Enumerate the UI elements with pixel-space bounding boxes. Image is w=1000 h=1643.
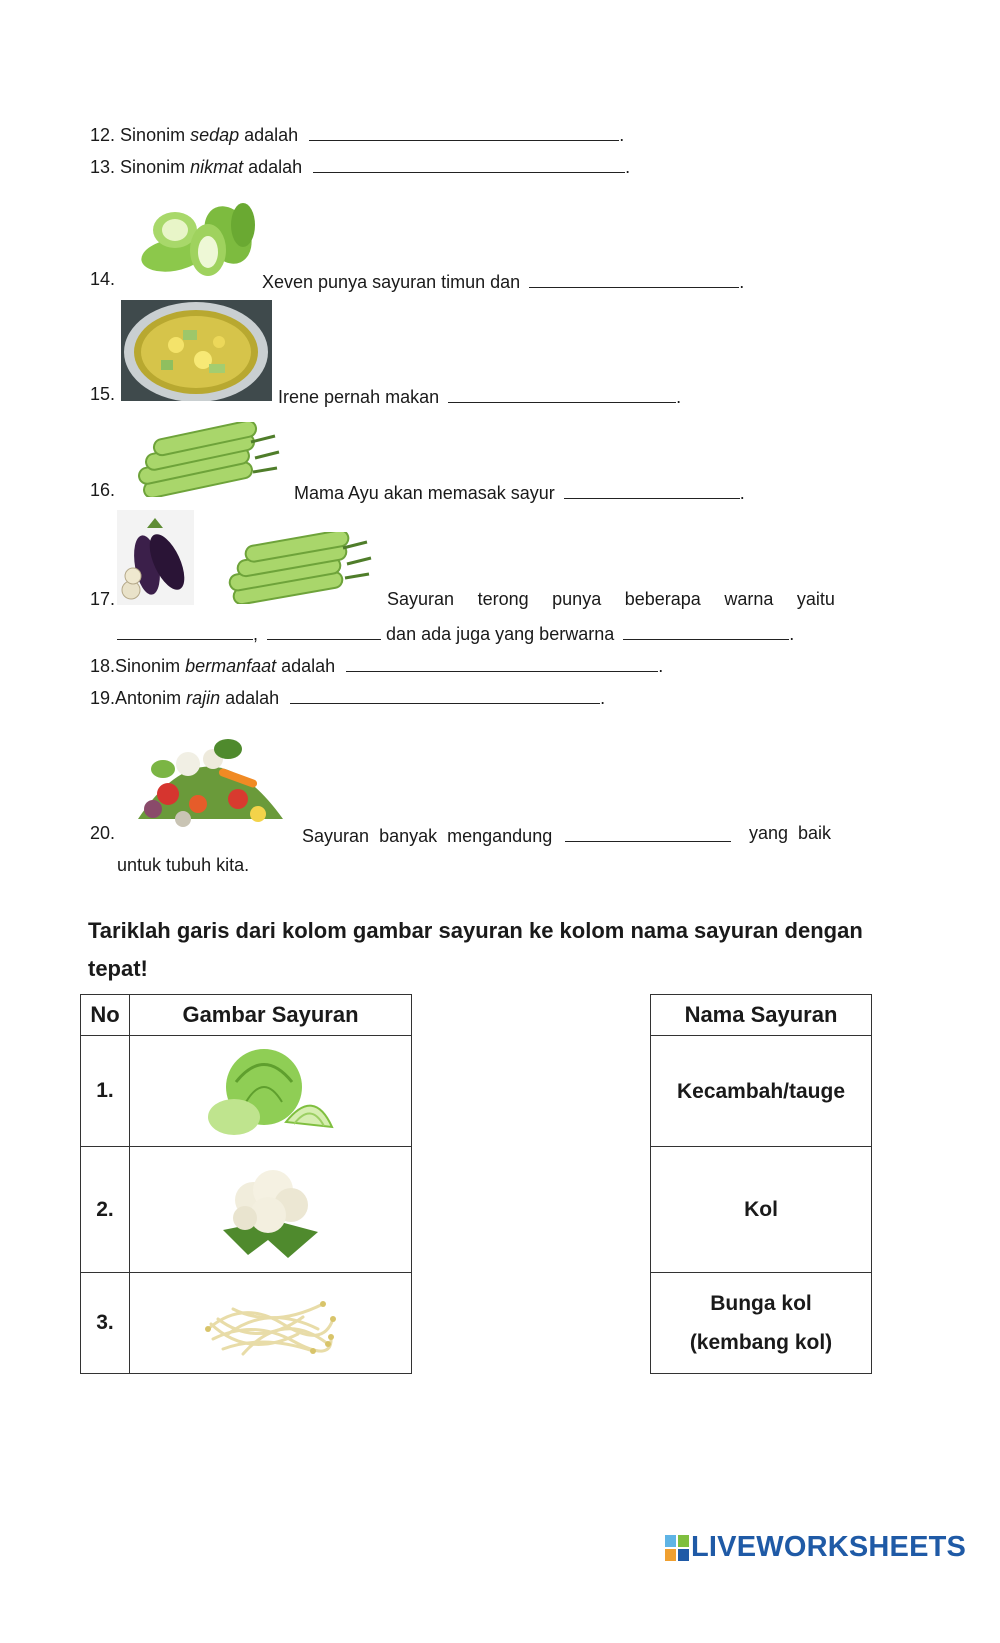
period: . xyxy=(676,387,682,407)
table-row xyxy=(651,1273,872,1374)
question-18 xyxy=(90,653,663,677)
question-20-text-line xyxy=(302,823,731,847)
vegetable-name: Kecambah/tauge xyxy=(676,1079,846,1103)
row-number: 1. xyxy=(81,1036,130,1147)
table-row xyxy=(81,1147,412,1273)
row-number: 3. xyxy=(81,1273,130,1374)
table-row xyxy=(651,1036,872,1147)
word: banyak xyxy=(379,826,438,846)
vegetable-name-line-2: (kembang kol) xyxy=(689,1331,833,1354)
question-text-pre: Antonim xyxy=(115,688,187,708)
question-14 xyxy=(90,269,115,290)
answer-blank[interactable] xyxy=(267,621,381,640)
word: yaitu xyxy=(796,589,835,609)
period: . xyxy=(625,157,631,177)
question-number: 17. xyxy=(90,589,116,609)
period: . xyxy=(600,688,606,708)
name-cell[interactable] xyxy=(651,1147,872,1273)
question-20 xyxy=(90,823,115,844)
word: Sayuran xyxy=(387,589,455,609)
picture-table xyxy=(80,994,412,1374)
word: beberapa xyxy=(624,589,701,609)
question-text: Irene pernah makan xyxy=(278,387,440,407)
liveworksheets-logo[interactable] xyxy=(665,1531,966,1564)
green-eggplant-image-2 xyxy=(225,532,373,604)
question-15-text-line xyxy=(278,384,681,408)
question-text-pre: Sinonim xyxy=(120,157,191,177)
answer-blank[interactable] xyxy=(117,621,253,640)
question-text-post: adalah xyxy=(243,157,303,177)
question-text-post: adalah xyxy=(239,125,299,145)
instruction-line-1: Tariklah garis dari kolom gambar sayuran ke kolom nama sayuran dengan xyxy=(88,918,863,943)
word: terong xyxy=(477,589,529,609)
answer-blank[interactable] xyxy=(529,269,739,288)
answer-blank[interactable] xyxy=(290,685,600,704)
bean-sprouts-image xyxy=(203,1279,338,1367)
question-17-text-line xyxy=(387,589,835,610)
column-header-no: No xyxy=(81,995,130,1036)
question-text-post: adalah xyxy=(276,656,336,676)
question-16 xyxy=(90,480,115,501)
question-number: 12. xyxy=(90,125,116,145)
vegetable-name: Kol xyxy=(744,1198,778,1221)
question-20-line-2 xyxy=(117,855,249,876)
question-20-text-after xyxy=(749,823,831,844)
answer-blank[interactable] xyxy=(313,154,625,173)
question-keyword: sedap xyxy=(190,125,240,145)
table-row xyxy=(81,1036,412,1147)
picture-cell[interactable] xyxy=(130,1273,412,1374)
question-number: 18. xyxy=(90,656,116,676)
vegetable-soup-image xyxy=(121,300,272,401)
question-15 xyxy=(90,384,115,405)
word: punya xyxy=(552,589,602,609)
question-16-text-line xyxy=(294,480,745,504)
row-number: 2. xyxy=(81,1147,130,1273)
question-text: untuk tubuh kita. xyxy=(117,855,250,875)
question-number: 15. xyxy=(90,384,116,404)
instruction-line-2: tepat! xyxy=(88,956,148,981)
question-keyword: bermanfaat xyxy=(185,656,277,676)
picture-cell[interactable] xyxy=(130,1036,412,1147)
comma: , xyxy=(253,624,259,644)
word: mengandung xyxy=(447,826,553,846)
period: . xyxy=(658,656,664,676)
word: warna xyxy=(724,589,774,609)
answer-blank[interactable] xyxy=(309,122,619,141)
question-text-pre: Sinonim xyxy=(120,125,191,145)
question-keyword: nikmat xyxy=(190,157,244,177)
question-number: 20. xyxy=(90,823,116,843)
question-number: 14. xyxy=(90,269,116,289)
question-text: dan ada juga yang berwarna xyxy=(386,624,615,644)
answer-blank[interactable] xyxy=(564,480,740,499)
answer-blank[interactable] xyxy=(623,621,789,640)
word: Sayuran xyxy=(302,826,370,846)
question-keyword: rajin xyxy=(186,688,221,708)
question-text-post: adalah xyxy=(220,688,280,708)
purple-eggplant-image xyxy=(117,510,194,605)
table-row xyxy=(81,1273,412,1374)
column-header-names: Nama Sayuran xyxy=(651,995,872,1036)
question-text: Xeven punya sayuran timun dan xyxy=(262,272,521,292)
question-17-line-2 xyxy=(117,621,794,645)
period: . xyxy=(789,624,795,644)
liveworksheets-logo-icon xyxy=(665,1535,689,1561)
names-table xyxy=(650,994,872,1374)
question-19 xyxy=(90,685,605,709)
vegetables-pile-image xyxy=(128,724,291,834)
chayote-image xyxy=(133,200,258,280)
vegetable-name: Bunga kol xyxy=(710,1292,812,1315)
question-number: 13. xyxy=(90,157,116,177)
period: . xyxy=(739,483,745,503)
question-13 xyxy=(90,154,630,178)
answer-blank[interactable] xyxy=(448,384,676,403)
name-cell[interactable] xyxy=(651,1273,872,1374)
logo-text: LIVEWORKSHEETS xyxy=(691,1531,967,1563)
period: . xyxy=(739,272,745,292)
question-17 xyxy=(90,589,115,610)
question-number: 16. xyxy=(90,480,116,500)
question-14-text-line xyxy=(262,269,744,293)
picture-cell[interactable] xyxy=(130,1147,412,1273)
cabbage-image xyxy=(206,1042,336,1140)
table-row xyxy=(651,1147,872,1273)
question-text-pre: Sinonim xyxy=(115,656,186,676)
answer-blank[interactable] xyxy=(565,823,731,842)
period: . xyxy=(619,125,625,145)
answer-blank[interactable] xyxy=(346,653,658,672)
column-header-picture: Gambar Sayuran xyxy=(130,995,412,1036)
name-cell[interactable] xyxy=(651,1036,872,1147)
cauliflower-image xyxy=(213,1160,328,1260)
question-text: Mama Ayu akan memasak sayur xyxy=(294,483,555,503)
question-number: 19. xyxy=(90,688,116,708)
question-text: yang baik xyxy=(749,823,832,843)
green-eggplant-image xyxy=(133,422,281,497)
question-12 xyxy=(90,122,624,146)
